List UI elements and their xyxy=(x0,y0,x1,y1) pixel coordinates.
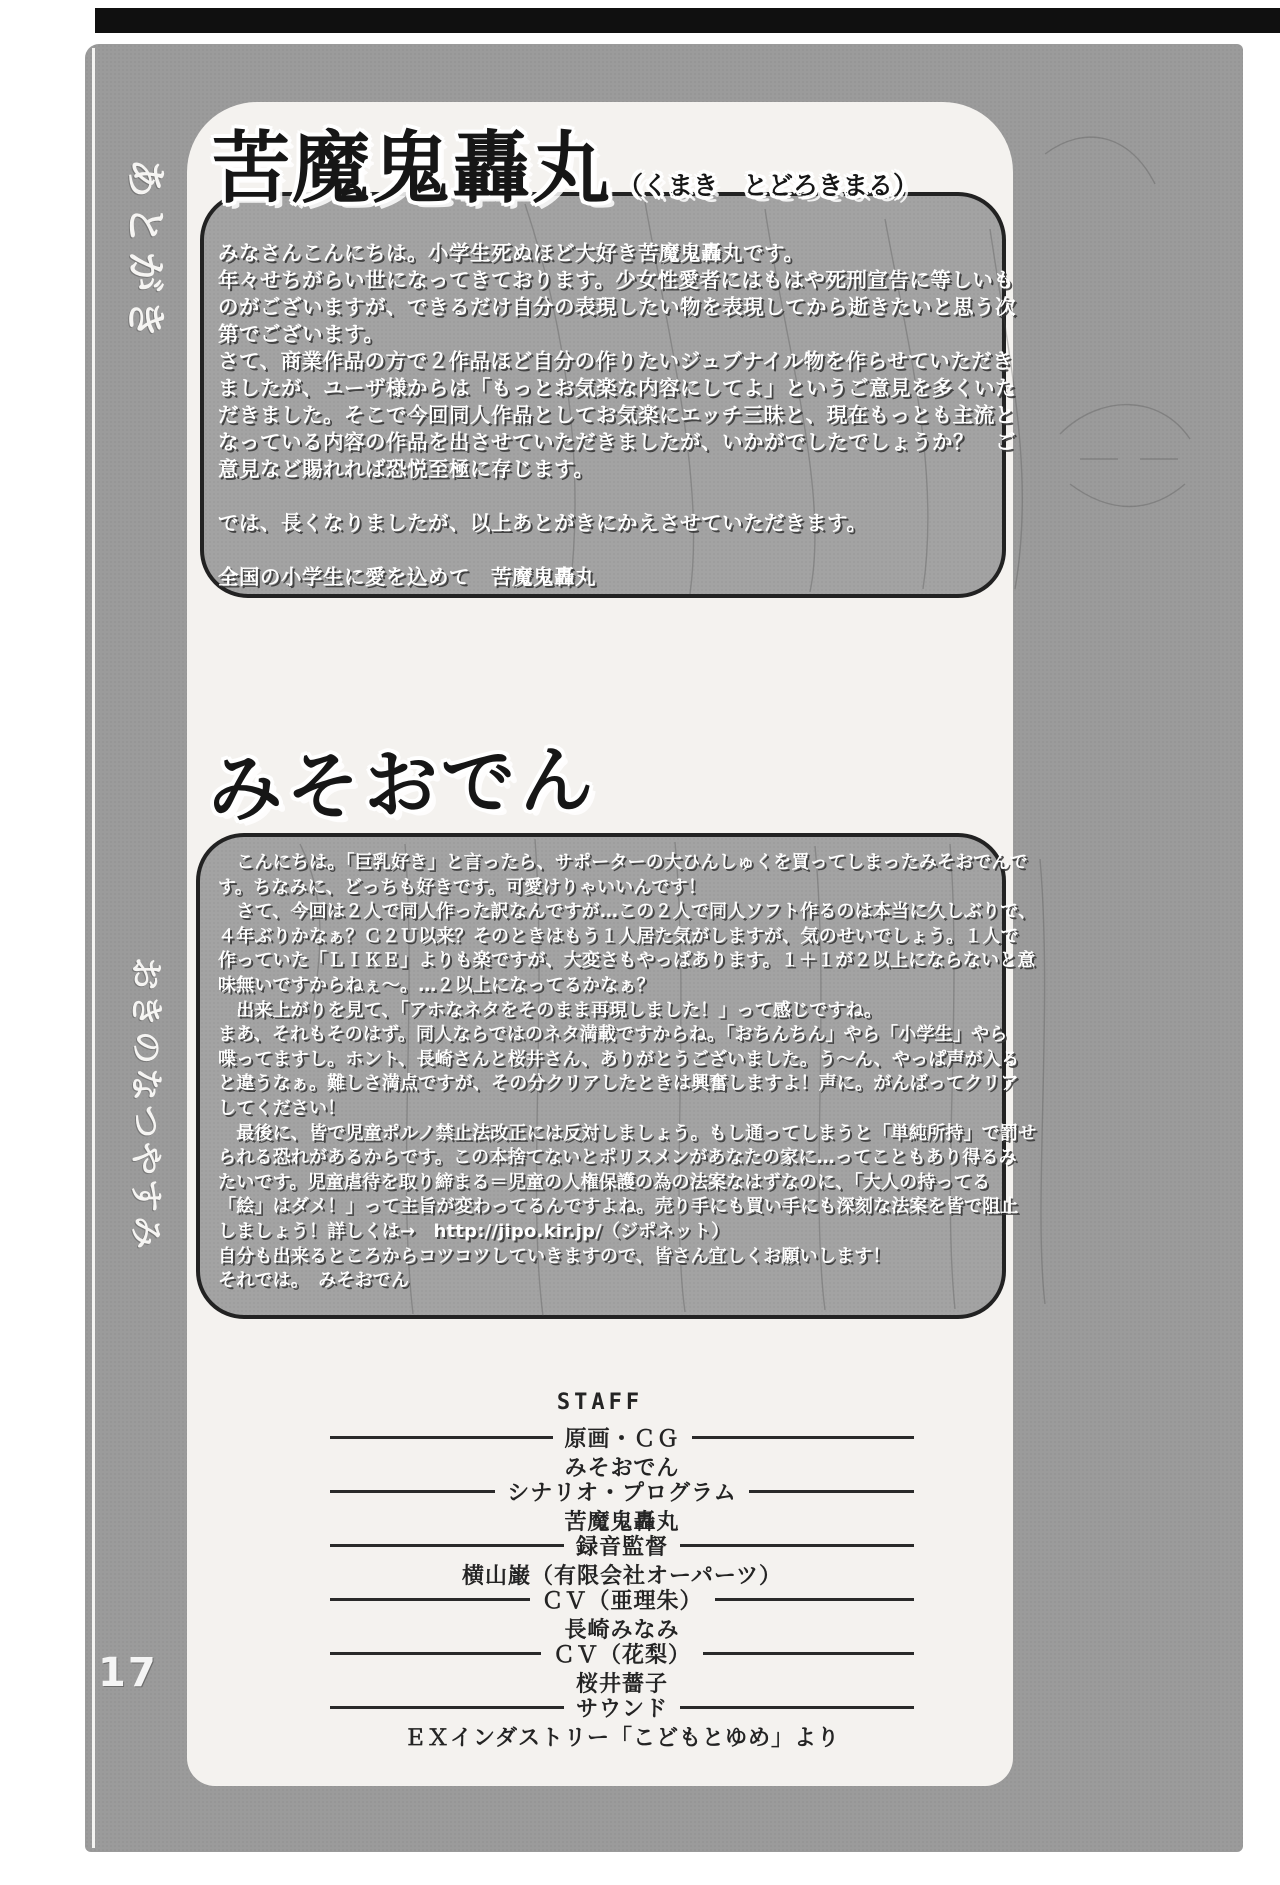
staff-role-label: ＣＶ（花梨） xyxy=(553,1643,692,1668)
section1-author-reading: （くまき とどろきまる） xyxy=(618,171,919,200)
afterword-text-line: のがございますが、できるだけ自分の表現したい物を表現してから逝きたいと思う次 xyxy=(218,295,1016,319)
afterword-text-line: みなさんこんにちは。小学生死ぬほど大好き苦魔鬼轟丸です。 xyxy=(218,241,805,265)
section2-title xyxy=(206,736,599,834)
afterword-text-line: 自分も出来るところからコツコツしていきますので、皆さん宜しくお願いします！ xyxy=(218,1245,891,1267)
section1-text xyxy=(218,240,1016,591)
staff-name: 横山巌（有限会社オーパーツ） xyxy=(461,1564,783,1589)
staff-heading: STAFF xyxy=(556,1390,644,1415)
afterword-text-line: たいです。児童虐待を取り締まる＝児童の人権保護の為の法案なはずなのに、「大人の持ってる xyxy=(218,1171,991,1193)
afterword-text-line: と違うなぁ。難しさ満点ですが、その分クリアしたときは興奮しますよ！声に。がんばってクリア xyxy=(218,1073,1019,1095)
afterword-text-line: 第でございます。 xyxy=(218,322,385,346)
afterword-text-line: さて、今回は２人で同人作った訳なんですが…この２人で同人ソフト作るのは本当に久しぶりで、 xyxy=(218,901,1037,923)
afterword-text-line: 「絵」はダメ！」って主旨が変わってるんですよね。売り手にも買い手にも深刻な法案を皆で阻止 xyxy=(218,1196,1019,1218)
credit-rule-right xyxy=(680,1544,914,1547)
staff-role-row xyxy=(330,1424,914,1451)
afterword-text-line xyxy=(218,483,994,510)
sidebar-section-label: あとがき xyxy=(122,158,168,346)
credit-rule-right xyxy=(692,1436,915,1439)
staff-name: 桜井薔子 xyxy=(575,1672,668,1697)
credit-rule-left xyxy=(330,1598,530,1601)
staff-credits-list xyxy=(330,1424,914,1751)
credit-rule-left xyxy=(330,1490,495,1493)
afterword-text-line: しましょう！詳しくは→ http://jipo.kir.jp/（ジポネット） xyxy=(218,1220,730,1242)
afterword-text-line: 喋ってますし。ホント、長崎さんと桜井さん、ありがとうございました。う〜ん、やっぱ声が入る xyxy=(218,1048,1020,1070)
staff-role-row xyxy=(330,1478,914,1505)
section1-author-name: 苦魔鬼轟丸 xyxy=(212,124,613,214)
afterword-text-line: 出来上がりを見て、「アホなネタをそのまま再現しました！」って感じですね。 xyxy=(218,999,883,1021)
sidebar-work-title: おきのなつやすみ xyxy=(127,957,166,1253)
afterword-text-line: ましたが、ユーザ様からは「もっとお気楽な内容にしてよ」というご意見を多くいた xyxy=(218,376,1016,400)
afterword-text-line: それでは。 みそおでん xyxy=(218,1270,410,1292)
staff-credit xyxy=(330,1586,914,1643)
staff-credit xyxy=(330,1532,914,1589)
top-black-bar xyxy=(95,8,1280,33)
section2-author-name: みそおでん xyxy=(206,736,599,834)
credit-rule-right xyxy=(715,1598,915,1601)
afterword-text-line: 年々せちがらい世になってきております。少女性愛者にはもはや死刑宣告に等しいも xyxy=(218,268,1015,292)
credit-rule-left xyxy=(330,1652,541,1655)
staff-credit xyxy=(330,1478,914,1535)
afterword-text-line: 意見など賜れれば恐悦至極に存じます。 xyxy=(218,457,595,481)
staff-credit xyxy=(330,1694,914,1751)
staff-role-label: 原画・ＣＧ xyxy=(564,1427,680,1452)
staff-role-label: 録音監督 xyxy=(576,1535,669,1560)
staff-name: 長崎みなみ xyxy=(564,1618,680,1643)
section2-text xyxy=(218,851,1037,1294)
afterword-text-line: られる恐れがあるからです。この本捨てないとポリスメンがあなたの家に…ってこともあり得るみ xyxy=(218,1147,1017,1169)
afterword-text-line: す。ちなみに、どっちも好きです。可愛けりゃいいんです！ xyxy=(218,876,707,898)
afterword-text-line: さて、商業作品の方で２作品ほど自分の作りたいジュブナイル物を作らせていただき xyxy=(218,349,1014,373)
afterword-text-line xyxy=(218,537,994,564)
afterword-text-line: だきました。そこで今回同人作品としてお気楽にエッチ三昧と、現在もっとも主流と xyxy=(218,403,1016,427)
credit-rule-left xyxy=(330,1544,564,1547)
afterword-text-line: 全国の小学生に愛を込めて 苦魔鬼轟丸 xyxy=(218,565,596,589)
staff-name: ＥＸインダストリー「こどもとゆめ」より xyxy=(403,1726,841,1751)
panel-edge-line xyxy=(92,48,95,1848)
credit-rule-left xyxy=(330,1436,553,1439)
staff-credit xyxy=(330,1424,914,1481)
staff-role-row xyxy=(330,1694,914,1721)
afterword-text-line: してください！ xyxy=(218,1097,346,1119)
afterword-text-line: では、長くなりましたが、以上あとがきにかえさせていただきます。 xyxy=(218,511,868,535)
page-number: 17 xyxy=(98,1650,158,1696)
credit-rule-right xyxy=(749,1490,914,1493)
staff-name: みそおでん xyxy=(564,1456,680,1481)
staff-role-row xyxy=(330,1532,914,1559)
staff-credit xyxy=(330,1640,914,1697)
afterword-text-line: 最後に、皆で児童ポルノ禁止法改正には反対しましょう。もし通ってしまうと「単純所持」で罰せ xyxy=(218,1122,1037,1144)
staff-role-label: シナリオ・プログラム xyxy=(507,1481,737,1506)
afterword-text-line: なっている内容の作品を出させていただきましたが、いかがでしたでしょうか？ ご xyxy=(218,430,1016,454)
staff-role-row xyxy=(330,1640,914,1667)
section1-title xyxy=(212,124,919,214)
staff-role-label: ＣＶ（亜理朱） xyxy=(541,1589,703,1614)
credit-rule-right xyxy=(680,1706,914,1709)
credit-rule-left xyxy=(330,1706,564,1709)
staff-role-label: サウンド xyxy=(576,1697,669,1722)
staff-role-row xyxy=(330,1586,914,1613)
staff-name: 苦魔鬼轟丸 xyxy=(564,1510,680,1535)
credit-rule-right xyxy=(703,1652,914,1655)
afterword-text-line: こんにちは。「巨乳好き」と言ったら、サポーターの大ひんしゅくを買ってしまったみそおでんで xyxy=(218,852,1028,873)
afterword-text-line: まあ、それもそのはず。同人ならではのネタ満載ですからね。「おちんちん」やら「小学生」やら xyxy=(218,1024,1008,1046)
afterword-text-line: 作っていた「ＬＩＫＥ」よりも楽ですが、大変さもやっぱあります。１＋１が２以上にならないと意 xyxy=(218,950,1036,972)
afterword-text-line: 味無いですからねぇ〜。…２以上になってるかなぁ？ xyxy=(218,974,655,996)
afterword-text-line: ４年ぶりかなぁ？Ｃ２Ｕ以来？そのときはもう１人居た気がしますが、気のせいでしょう。１人で xyxy=(218,925,1019,947)
